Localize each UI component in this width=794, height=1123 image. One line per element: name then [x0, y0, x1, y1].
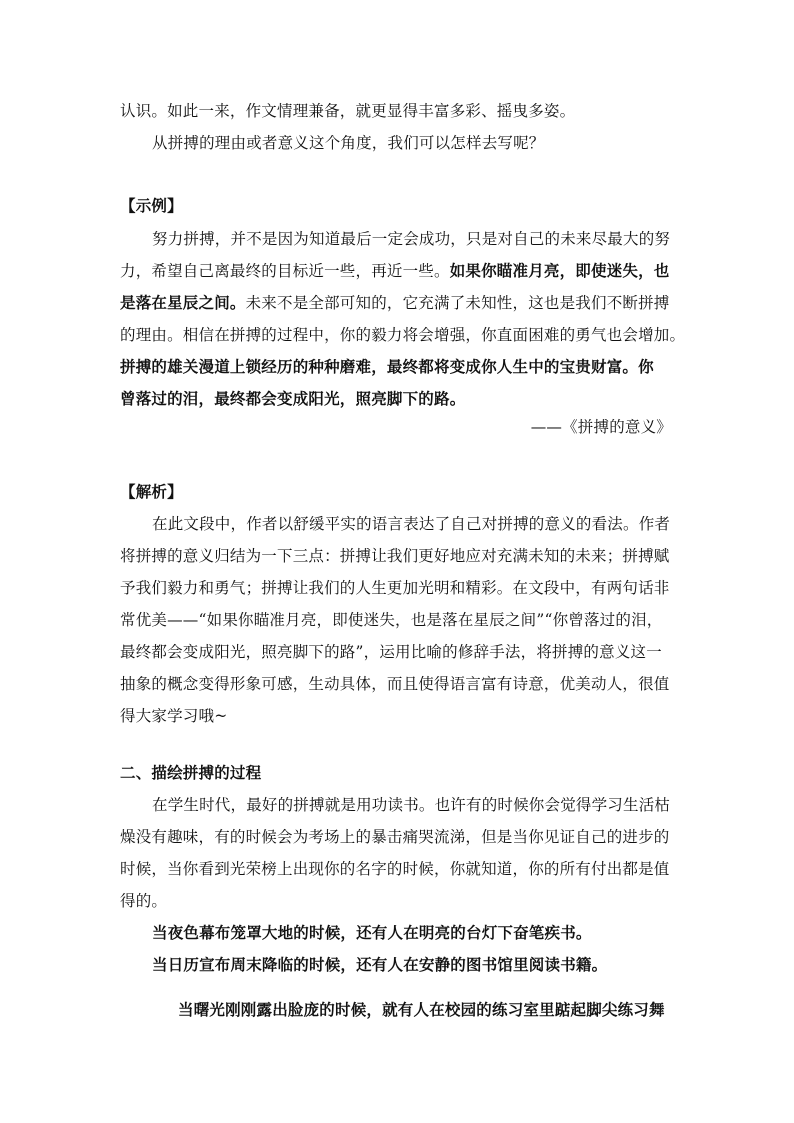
paragraph-line: 认识。如此一来，作文情理兼备，就更显得丰富多彩、摇曳多姿。 — [120, 102, 576, 120]
analysis-line: 予我们毅力和勇气；拼搏让我们的人生更加光明和精彩。在文段中，有两句话非 — [120, 579, 670, 597]
example-text: 未来不是全部可知的，它充满了未知性，这也是我们不断拼搏 — [245, 294, 670, 312]
section-heading: 二、描绘拼搏的过程 — [120, 764, 262, 782]
section-line: 时候，当你看到光荣榜上出现你的名字的时候，你就知道，你的所有付出都是值 — [120, 860, 670, 878]
example-emphasis: 如果你瞄准月亮，即使迷失，也 — [449, 262, 670, 280]
analysis-heading: 【解析】 — [120, 483, 183, 501]
section-emphasis-line: 当夜色幕布笼罩大地的时候，还有人在明亮的台灯下奋笔疾书。 — [152, 924, 592, 942]
section-emphasis-line: 当日历宣布周末降临的时候，还有人在安静的图书馆里阅读书籍。 — [152, 956, 608, 974]
analysis-line: 得大家学习哦~ — [120, 707, 228, 725]
example-line: 的理由。相信在拼搏的过程中，你的毅力将会增强，你直面困难的勇气也会增加。 — [120, 326, 686, 344]
section-line: 得的。 — [120, 892, 168, 910]
example-line — [120, 261, 680, 281]
section-line: 燥没有趣味，有的时候会为考场上的暴击痛哭流涕，但是当你见证自己的进步的 — [120, 828, 670, 846]
analysis-line: 最终都会变成阳光，照亮脚下的路”，运用比喻的修辞手法，将拼搏的意义这一 — [120, 643, 662, 661]
analysis-line: 将拼搏的意义归结为一下三点：拼搏让我们更好地应对充满未知的未来；拼搏赋 — [120, 547, 670, 565]
analysis-line: 在此文段中，作者以舒缓平实的语言表达了自己对拼搏的意义的看法。作者 — [152, 515, 671, 533]
analysis-line: 常优美——“如果你瞄准月亮，即使迷失，也是落在星辰之间”“你曾落过的泪， — [120, 611, 663, 629]
paragraph-line: 从拼搏的理由或者意义这个角度，我们可以怎样去写呢？ — [152, 134, 545, 152]
example-emphasis-line: 曾落过的泪，最终都会变成阳光，照亮脚下的路。 — [120, 390, 466, 408]
example-line: 努力拼搏，并不是因为知道最后一定会成功，只是对自己的未来尽最大的努 — [152, 230, 671, 248]
section-line: 在学生时代，最好的拼搏就是用功读书。也许有的时候你会觉得学习生活枯 — [152, 796, 671, 814]
example-emphasis-line: 拼搏的雄关漫道上锁经历的种种磨难，最终都将变成你人生中的宝贵财富。你 — [120, 358, 654, 376]
section-emphasis-line: 当曙光刚刚露出脸庞的时候，就有人在校园的练习室里踮起脚尖练习舞 — [178, 1001, 665, 1019]
analysis-line: 抽象的概念变得形象可感，生动具体，而且使得语言富有诗意，优美动人，很值 — [120, 675, 670, 693]
example-line — [120, 293, 680, 313]
example-source: ——《拼搏的意义》 — [530, 418, 672, 436]
example-text: 力，希望自己离最终的目标近一些，再近一些。 — [120, 262, 450, 280]
example-emphasis: 是落在星辰之间。 — [120, 294, 246, 312]
example-heading: 【示例】 — [120, 197, 183, 215]
